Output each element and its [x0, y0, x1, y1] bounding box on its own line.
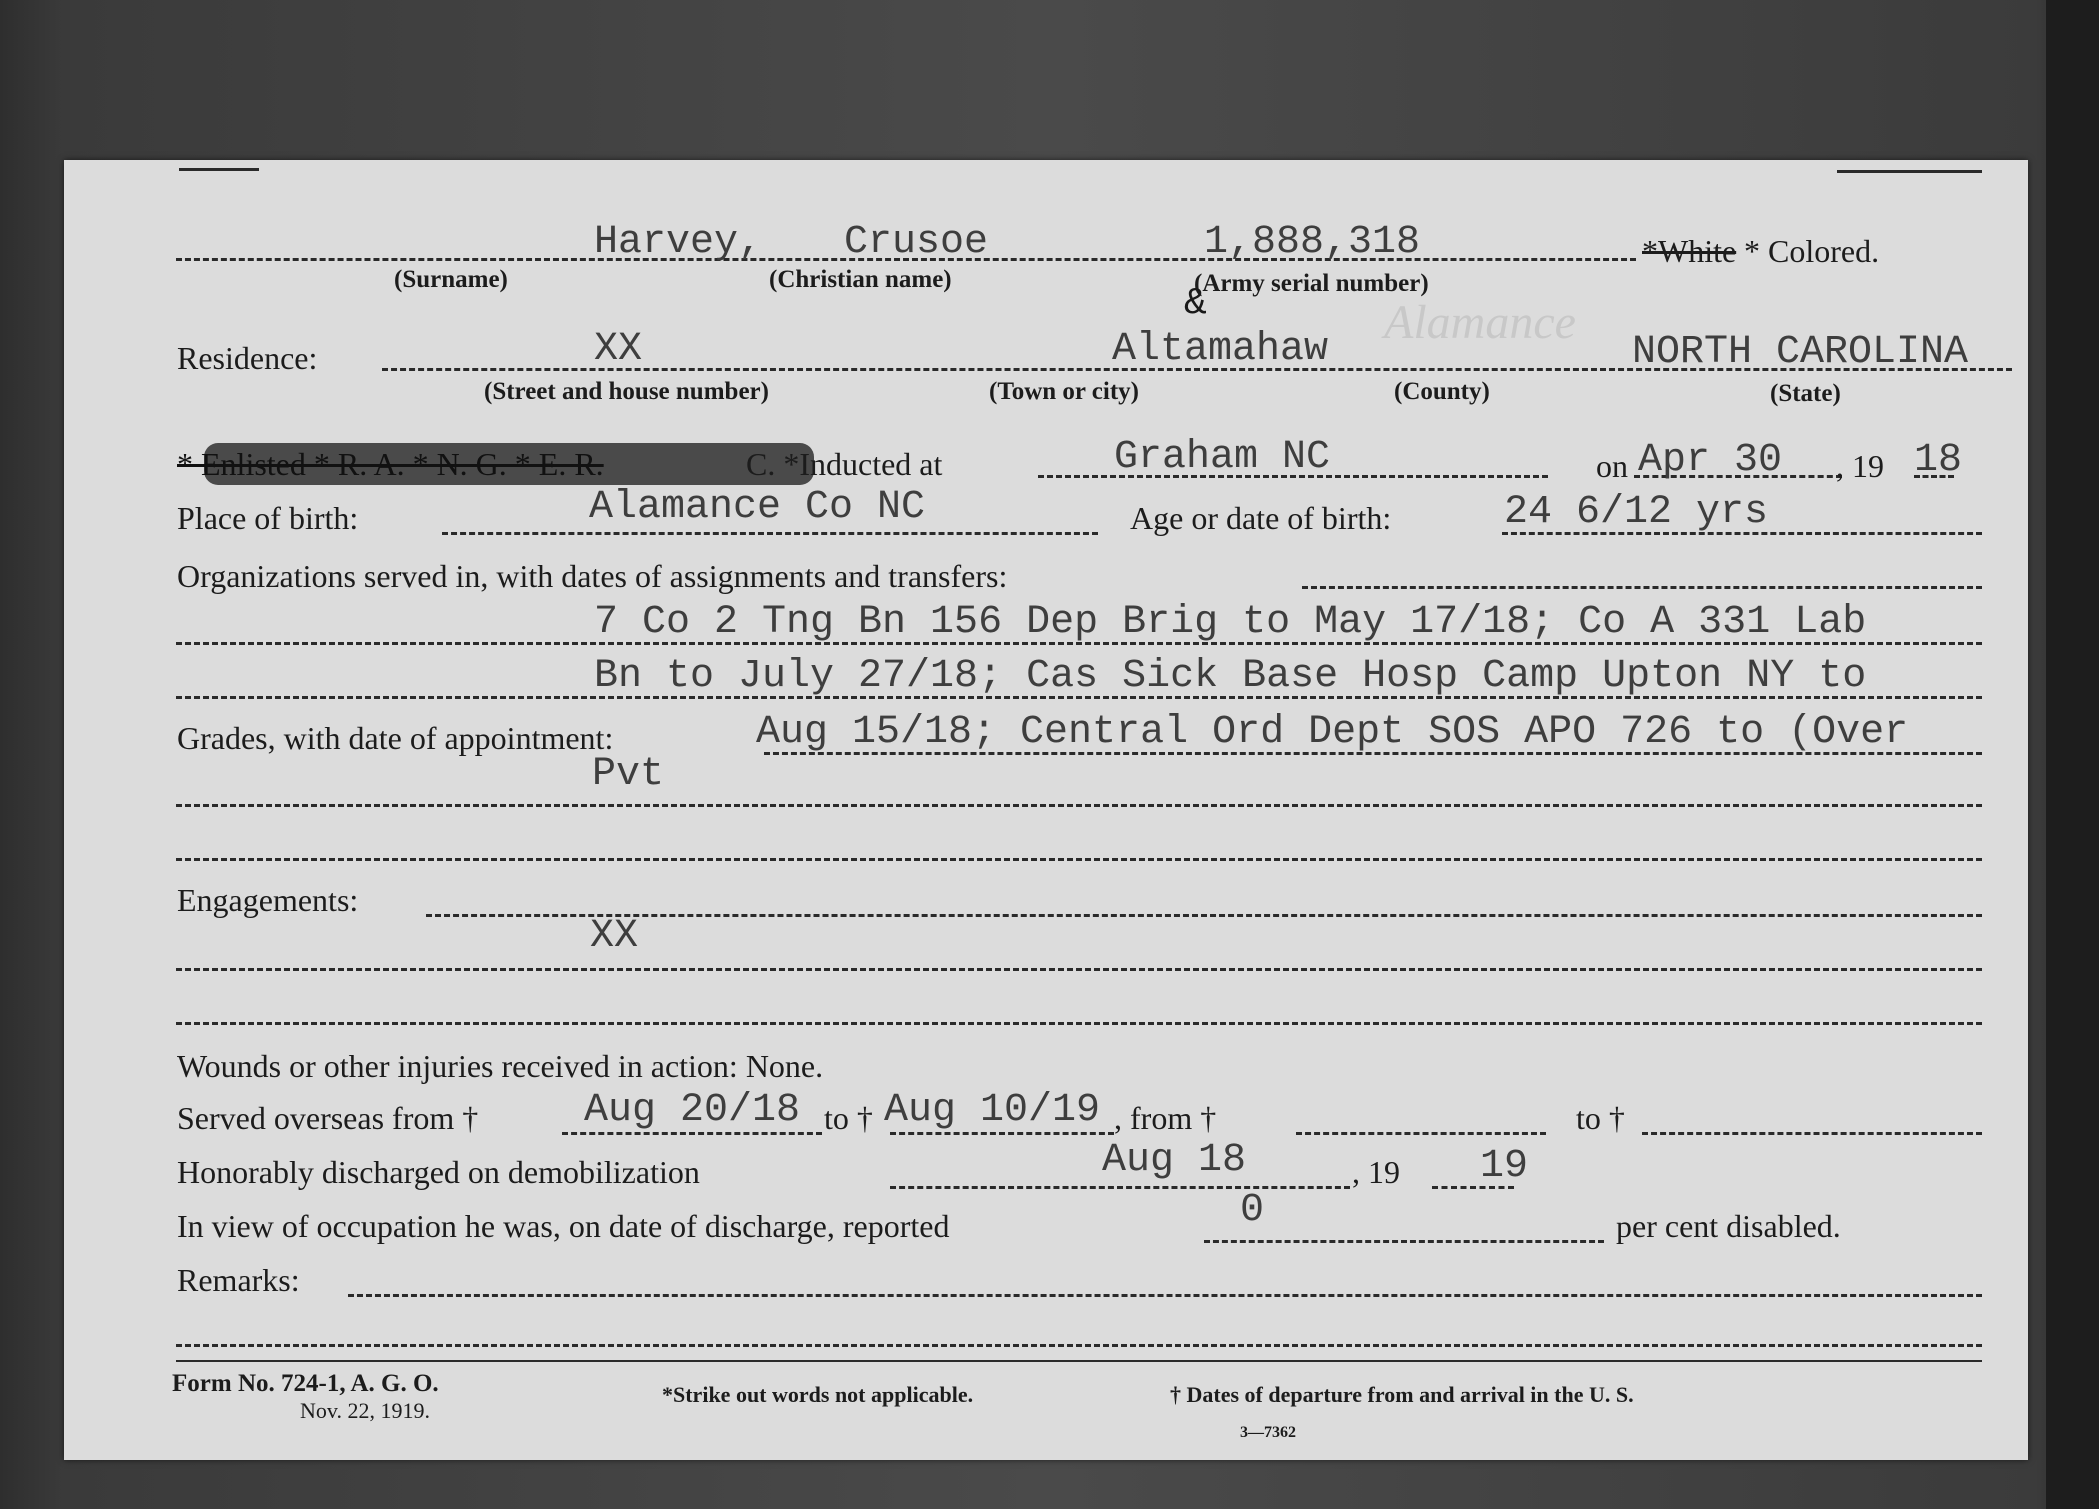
grades-value: Pvt: [592, 752, 665, 797]
discharge-date-line: [890, 1186, 1350, 1189]
colored-label: * Colored.: [1744, 233, 1880, 269]
overseas-label: Served overseas from †: [177, 1100, 479, 1136]
inducted-label: C. *Inducted at: [746, 446, 943, 482]
town-value: Altamahaw: [1112, 327, 1329, 372]
organizations-text-1: 7 Co 2 Tng Bn 156 Dep Brig to May 17/18; Co A 331 Lab: [594, 600, 1867, 645]
serial-number-value: 1,888,318: [1204, 220, 1421, 265]
overseas-to-value: Aug 10/19: [884, 1088, 1101, 1133]
remarks-label: Remarks:: [177, 1262, 300, 1298]
discharge-year-value: 19: [1480, 1144, 1529, 1189]
surname-value: Harvey,: [594, 220, 763, 265]
christian-name-value: Crusoe: [844, 220, 989, 265]
engagements-label: Engagements:: [177, 882, 359, 918]
engagements-line-3: [176, 1022, 1982, 1025]
remarks-line-1: [348, 1294, 1982, 1297]
town-correction-mark: &: [1184, 282, 1207, 325]
service-record-card: [64, 160, 2028, 1460]
wounds-label: Wounds or other injuries received in action: None.: [177, 1048, 824, 1084]
birth-place-value: Alamance Co NC: [589, 485, 926, 530]
disability-value: 0: [1240, 1188, 1265, 1233]
overseas-from-value: Aug 20/18: [584, 1088, 801, 1133]
overseas-to-label: to †: [824, 1100, 873, 1136]
county-caption: (County): [1394, 378, 1490, 405]
inducted-place-value: Graham NC: [1114, 435, 1331, 480]
christian-name-caption: (Christian name): [769, 266, 952, 293]
age-value: 24 6/12 yrs: [1504, 490, 1769, 535]
inducted-year-value: 18: [1914, 438, 1963, 483]
print-code: 3—7362: [1240, 1424, 1296, 1441]
grades-label: Grades, with date of appointment:: [177, 720, 614, 756]
discharge-label: Honorably discharged on demobilization: [177, 1154, 700, 1190]
footnote-strike: *Strike out words not applicable.: [662, 1382, 974, 1407]
engagements-line-1: [426, 914, 1982, 917]
serial-caption: (Army serial number): [1194, 270, 1429, 297]
overseas-to2-line: [1642, 1132, 1982, 1135]
organizations-label: Organizations served in, with dates of assignments and transfers:: [177, 558, 1008, 594]
overseas-to2-label: to †: [1576, 1100, 1625, 1136]
engagements-line-2: [176, 968, 1982, 971]
grades-line-2: [176, 804, 1982, 807]
discharge-date-value: Aug 18: [1102, 1138, 1247, 1183]
race-white-struck: *White: [1642, 233, 1737, 269]
form-number: Form No. 724-1, A. G. O.: [172, 1370, 439, 1397]
enlistment-type-struck: * Enlisted * R. A. * N. G. * E. R.: [177, 446, 604, 482]
engagements-value: XX: [590, 914, 639, 959]
disability-label: In view of occupation he was, on date of discharge, reported: [177, 1208, 950, 1244]
inducted-date-value: Apr 30: [1638, 438, 1783, 483]
town-caption: (Town or city): [989, 378, 1139, 405]
top-rule-right: [1837, 170, 1982, 173]
remarks-line-2: [176, 1344, 1982, 1347]
birth-place-line: [442, 532, 1098, 535]
organizations-line-0: [1302, 586, 1982, 589]
residence-label: Residence:: [177, 340, 318, 376]
discharge-year-prefix: , 19: [1352, 1154, 1400, 1190]
birth-place-label: Place of birth:: [177, 500, 359, 536]
top-rule-left: [179, 168, 259, 171]
surname-caption: (Surname): [394, 266, 508, 293]
footnote-dates: † Dates of departure from and arrival in the U. S.: [1170, 1382, 1634, 1407]
overseas-from2-label: , from †: [1114, 1100, 1217, 1136]
street-caption: (Street and house number): [484, 378, 769, 405]
organizations-text-2: Bn to July 27/18; Cas Sick Base Hosp Camp Upton NY to: [594, 654, 1867, 699]
state-caption: (State): [1770, 380, 1841, 407]
disability-line: [1204, 1240, 1604, 1243]
footer-rule: [176, 1360, 1982, 1362]
form-date: Nov. 22, 1919.: [300, 1398, 430, 1423]
inducted-on-label: on: [1596, 448, 1628, 484]
disability-suffix: per cent disabled.: [1616, 1208, 1841, 1244]
inducted-year-prefix: , 19: [1836, 448, 1884, 484]
age-label: Age or date of birth:: [1130, 500, 1392, 536]
street-value: XX: [594, 327, 643, 372]
grades-line-3: [176, 858, 1982, 861]
state-value: NORTH CAROLINA: [1632, 330, 1969, 375]
overseas-from2-line: [1296, 1132, 1546, 1135]
county-pencil-note: Alamance: [1384, 296, 1576, 349]
background-edge: [2046, 0, 2099, 1509]
organizations-text-3: Aug 15/18; Central Ord Dept SOS APO 726 to (Over: [756, 710, 1909, 755]
